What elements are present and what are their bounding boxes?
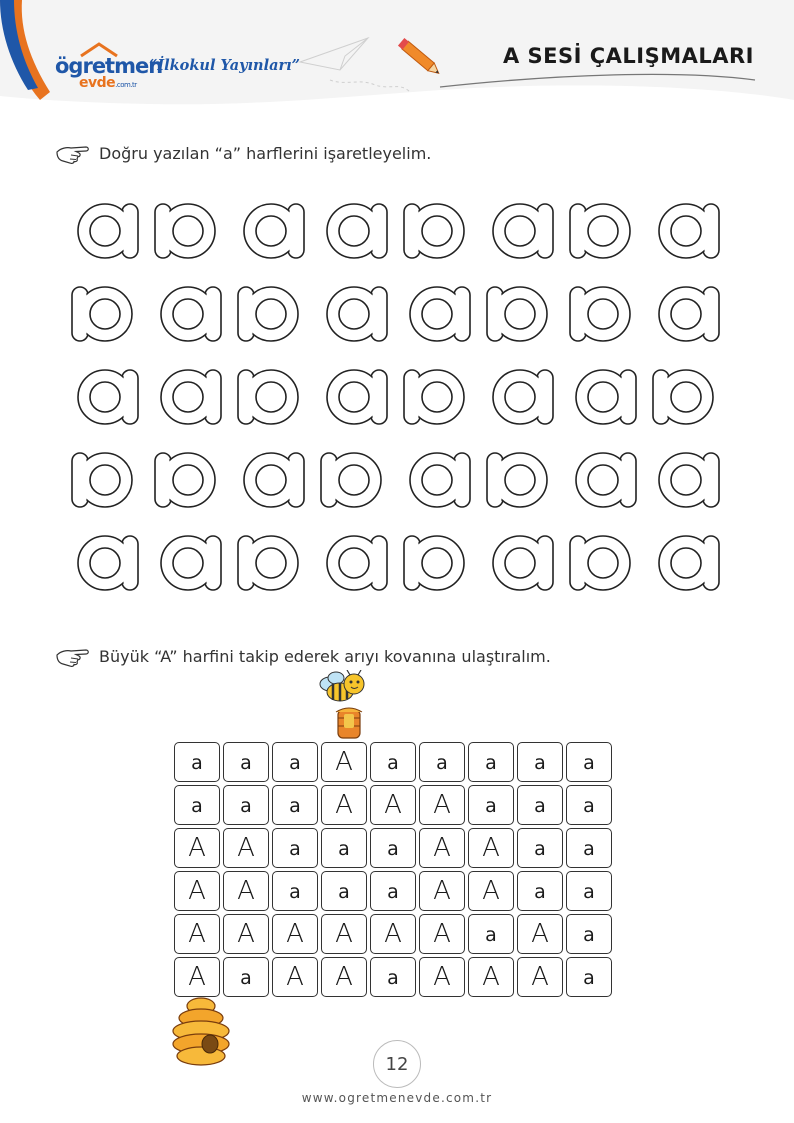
letter-a-option[interactable] [576, 453, 636, 507]
letter-b-option[interactable] [487, 453, 547, 507]
page-title: A SESİ ÇALIŞMALARI [502, 44, 754, 68]
letter-b-option[interactable] [155, 204, 215, 258]
maze-cell[interactable]: A [321, 742, 367, 782]
maze-cell[interactable]: A [370, 785, 416, 825]
maze-cell[interactable]: A [370, 914, 416, 954]
maze-cell[interactable]: A [419, 785, 465, 825]
letter-a-option[interactable] [493, 536, 553, 590]
maze-cell[interactable]: a [272, 785, 318, 825]
maze-cell[interactable]: a [321, 871, 367, 911]
maze-cell[interactable]: A [419, 914, 465, 954]
letter-a-option[interactable] [244, 453, 304, 507]
maze-cell[interactable]: a [566, 914, 612, 954]
maze-cell[interactable]: a [370, 957, 416, 997]
letter-b-option[interactable] [238, 536, 298, 590]
letter-a-option[interactable] [659, 453, 719, 507]
page-number: 12 [373, 1040, 421, 1088]
instruction-1 [55, 142, 431, 164]
beehive-icon [170, 996, 232, 1070]
letter-b-option[interactable] [653, 370, 713, 424]
letter-b-option[interactable] [404, 204, 464, 258]
letter-b-option[interactable] [155, 453, 215, 507]
letter-a-option[interactable] [327, 204, 387, 258]
letter-a-option[interactable] [659, 287, 719, 341]
letter-a-option[interactable] [327, 370, 387, 424]
maze-cell[interactable]: A [321, 785, 367, 825]
maze-cell[interactable]: a [223, 957, 269, 997]
maze-cell[interactable]: a [272, 828, 318, 868]
maze-cell[interactable]: a [517, 785, 563, 825]
maze-cell[interactable]: a [468, 785, 514, 825]
site-url: www.ogretmenevde.com.tr [301, 1091, 493, 1105]
letter-a-option[interactable] [161, 536, 221, 590]
maze-cell[interactable]: A [321, 914, 367, 954]
letter-a-option[interactable] [659, 204, 719, 258]
letter-grid [70, 198, 730, 608]
letter-a-option[interactable] [659, 536, 719, 590]
maze-cell[interactable]: A [468, 828, 514, 868]
letter-b-option[interactable] [487, 287, 547, 341]
letter-a-option[interactable] [410, 453, 470, 507]
pointing-hand-icon [55, 142, 91, 164]
maze-cell[interactable]: a [370, 871, 416, 911]
maze-cell[interactable]: A [174, 914, 220, 954]
maze-cell[interactable]: A [419, 828, 465, 868]
letter-a-option[interactable] [161, 370, 221, 424]
maze-cell[interactable]: a [468, 742, 514, 782]
maze-cell[interactable]: a [517, 742, 563, 782]
letter-b-option[interactable] [72, 287, 132, 341]
instruction-2-text: Büyük “A” harfini takip ederek arıyı kovanına ulaştıralım. [99, 646, 551, 666]
maze-row [174, 828, 616, 868]
maze-cell[interactable]: a [468, 914, 514, 954]
maze-cell[interactable]: A [223, 871, 269, 911]
maze-cell[interactable]: a [566, 828, 612, 868]
letter-b-option[interactable] [404, 536, 464, 590]
letter-maze [174, 742, 616, 1000]
maze-cell[interactable]: a [517, 871, 563, 911]
maze-cell[interactable]: A [419, 871, 465, 911]
letter-b-option[interactable] [238, 287, 298, 341]
maze-cell[interactable]: A [223, 828, 269, 868]
maze-cell[interactable]: a [566, 871, 612, 911]
maze-cell[interactable]: a [272, 742, 318, 782]
maze-cell[interactable]: A [272, 957, 318, 997]
letter-b-option[interactable] [238, 370, 298, 424]
letter-a-option[interactable] [327, 536, 387, 590]
maze-cell[interactable]: A [174, 828, 220, 868]
maze-cell[interactable]: a [517, 828, 563, 868]
maze-row [174, 871, 616, 911]
letter-a-option[interactable] [493, 204, 553, 258]
pointing-hand-icon [55, 645, 91, 667]
maze-row [174, 914, 616, 954]
letter-a-option[interactable] [410, 287, 470, 341]
letter-b-option[interactable] [570, 536, 630, 590]
maze-cell[interactable]: a [370, 742, 416, 782]
maze-cell[interactable]: a [272, 871, 318, 911]
letter-a-option[interactable] [244, 204, 304, 258]
maze-cell[interactable]: a [174, 785, 220, 825]
brand-name: ögretmen [55, 54, 163, 78]
bee-icon [318, 670, 370, 744]
maze-cell[interactable]: a [223, 742, 269, 782]
letter-b-option[interactable] [570, 287, 630, 341]
brand-logo [55, 44, 163, 91]
maze-cell[interactable]: A [174, 957, 220, 997]
maze-cell[interactable]: A [468, 957, 514, 997]
maze-cell[interactable]: A [468, 871, 514, 911]
maze-cell[interactable]: a [174, 742, 220, 782]
maze-cell[interactable]: a [370, 828, 416, 868]
instruction-2 [55, 645, 551, 667]
letter-b-option[interactable] [321, 453, 381, 507]
brand-tagline: “İlkokul Yayınları” [149, 57, 300, 74]
instruction-1-text: Doğru yazılan “a” harflerini işaretleyelim. [99, 143, 432, 163]
letter-b-option[interactable] [72, 453, 132, 507]
maze-cell[interactable]: A [419, 957, 465, 997]
letter-a-option[interactable] [576, 370, 636, 424]
letter-a-option[interactable] [78, 536, 138, 590]
letter-a-option[interactable] [161, 287, 221, 341]
maze-row [174, 785, 616, 825]
letter-a-option[interactable] [327, 287, 387, 341]
maze-cell[interactable]: a [566, 957, 612, 997]
maze-row [174, 742, 616, 782]
maze-row [174, 957, 616, 997]
maze-cell[interactable]: a [223, 785, 269, 825]
maze-cell[interactable]: a [321, 828, 367, 868]
letter-a-option[interactable] [493, 370, 553, 424]
maze-cell[interactable]: A [272, 914, 318, 954]
maze-cell[interactable]: a [566, 742, 612, 782]
letter-b-option[interactable] [404, 370, 464, 424]
letter-a-option[interactable] [78, 370, 138, 424]
maze-cell[interactable]: A [174, 871, 220, 911]
maze-cell[interactable]: A [517, 914, 563, 954]
maze-cell[interactable]: A [517, 957, 563, 997]
maze-cell[interactable]: A [321, 957, 367, 997]
letter-b-option[interactable] [570, 204, 630, 258]
letter-a-option[interactable] [78, 204, 138, 258]
maze-cell[interactable]: a [419, 742, 465, 782]
brand-sub: evde.com.tr [79, 75, 137, 91]
maze-cell[interactable]: a [566, 785, 612, 825]
maze-cell[interactable]: A [223, 914, 269, 954]
